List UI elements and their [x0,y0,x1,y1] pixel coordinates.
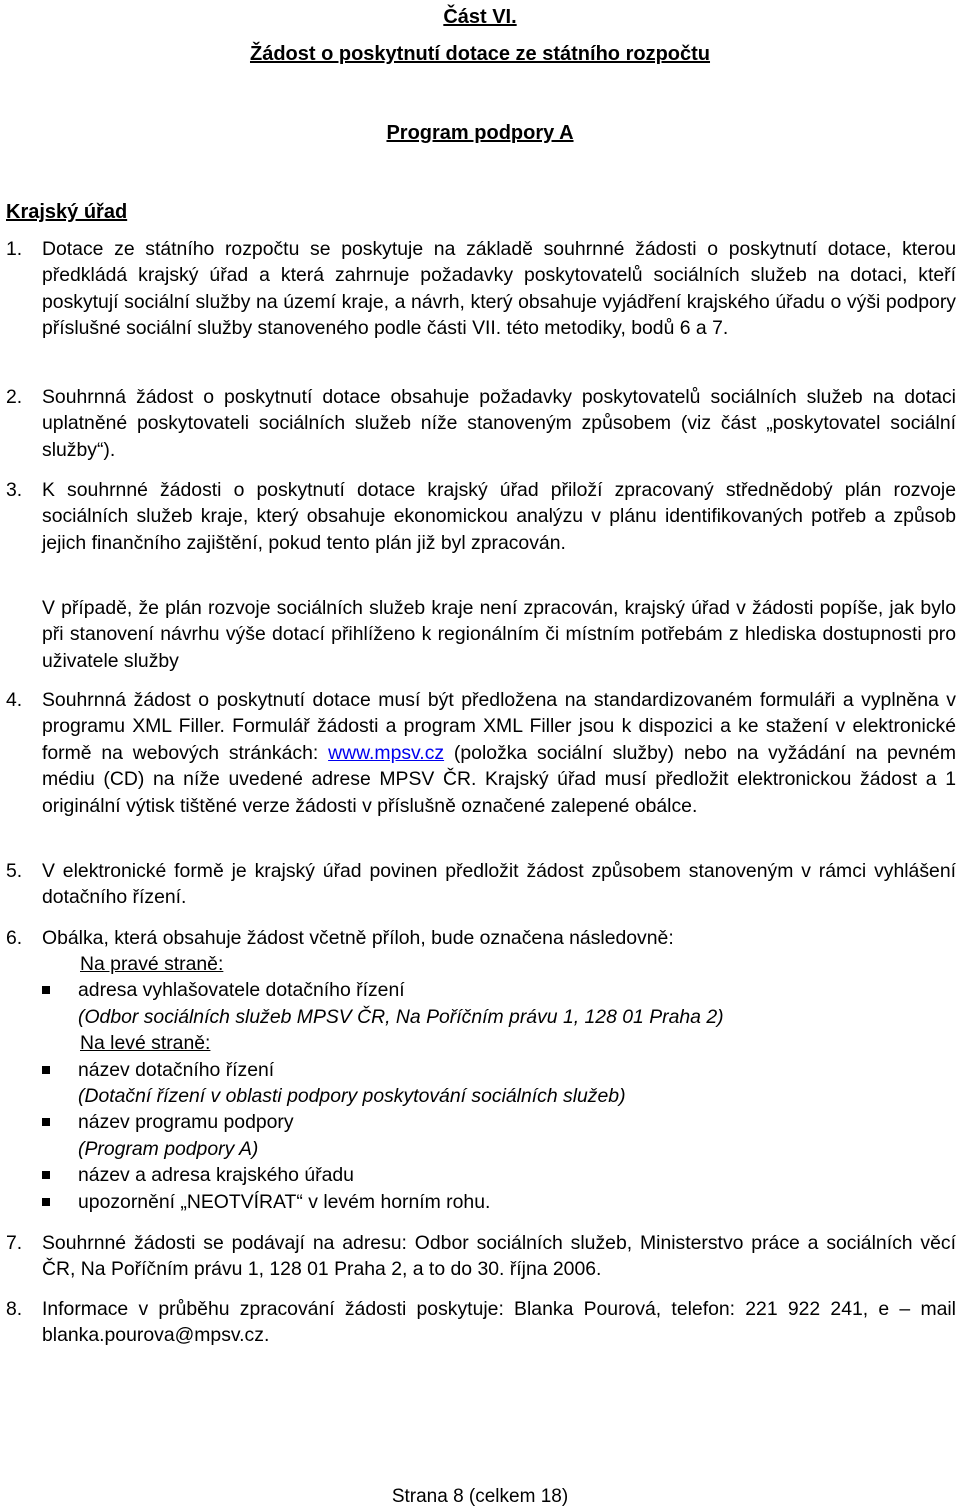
page-footer: Strana 8 (celkem 18) [391,1486,569,1507]
program-heading: Program podpory A [386,122,574,144]
item-number: 7. [6,1232,23,1254]
right-side-label: Na pravé straně: [80,953,224,975]
left-side-label: Na levé straně: [80,1032,211,1055]
item-text: Souhrnné žádosti se podávají na adresu: Odbor sociálních služeb, Ministerstvo práce a sociálních věcí ČR, Na Poříčním právu 1, 128 01 Praha 2, a to do 30. října 2006. [42,1232,956,1281]
square-bullet-icon [42,1171,50,1179]
item-3-note: V případě, že plán rozvoje sociálních služeb kraje není zpracován, krajský úřad v žádosti popíše, jak bylo při stanovení návrhu výše dotací přihlíženo k regionálním či místním potřebám z hlediska dostupnosti pro uživatele služby [42,597,956,672]
bullet-subtext: (Program podpory A) [78,1137,259,1160]
square-bullet-icon [42,1198,50,1206]
item-number: 4. [6,689,23,711]
item-text: K souhrnné žádosti o poskytnutí dotace krajský úřad přiloží zpracovaný střednědobý plán rozvoje sociálních služeb kraje, který obsahuje ekonomickou analýzu v plánu identifikovaných potřeb a způsob jejich finančního zajištění, pokud tento plán již byl zpracován. [42,479,956,554]
item-number: 1. [6,238,23,260]
bullet-text: název programu podpory [78,1111,294,1134]
item-text: Informace v průběhu zpracování žádosti poskytuje: Blanka Pourová, telefon: 221 922 241, e – mail blanka.pourova@mpsv.cz. [42,1298,956,1347]
envelope-markings [42,951,956,1215]
item-number: 2. [6,386,23,408]
item-text [42,687,956,819]
bullet-subtext: (Dotační řízení v oblasti podpory poskytování sociálních služeb) [78,1085,626,1108]
document-title: Žádost o poskytnutí dotace ze státního rozpočtu [249,43,711,65]
item-4-text-before: Souhrnná žádost o poskytnutí dotace musí být předložena na standardizovaném formuláři a vyplněna v programu XML Filler. Formulář žádosti a program XML Filler jsou k dispozici a ke stažení v elektronické formě na webových stránkách: [42,689,956,764]
bullet-item [42,977,960,1003]
item-number: 3. [6,479,23,501]
list-item-5 [6,858,956,911]
bullet-text: název a adresa krajského úřadu [78,1164,354,1187]
item-text: V elektronické formě je krajský úřad povinen předložit žádost způsobem stanoveným v rámci vyhlášení dotačního řízení. [42,860,956,909]
bullet-item [42,1189,956,1215]
list-item-2 [6,384,956,463]
list-item-8 [6,1296,956,1349]
item-number: 6. [6,927,23,949]
mpsv-website-link[interactable]: www.mpsv.cz [328,741,445,764]
item-text: Souhrnná žádost o poskytnutí dotace obsahuje požadavky poskytovatelů sociálních služeb na dotaci uplatněné poskytovateli sociálních služeb níže stanoveným způsobem (viz část „poskytovatel sociální služby“). [42,386,956,461]
bullet-subtext: (Odbor sociálních služeb MPSV ČR, Na Poříčním právu 1, 128 01 Praha 2) [78,1005,724,1028]
bullet-item [42,1057,956,1083]
list-item-1 [6,236,956,342]
list-item-6 [6,925,956,951]
bullet-text: název dotačního řízení [78,1058,275,1081]
square-bullet-icon [42,1066,50,1074]
item-text: Dotace ze státního rozpočtu se poskytuje na základě souhrnné žádosti o poskytnutí dotace, kterou předkládá krajský úřad a která zahrnuje požadavky poskytovatelů sociálních služeb na dotaci, kteří poskytují sociální služby na území kraje, a návrh, který obsahuje vyjádření krajského úřadu o výši podpory příslušné sociální služby stanoveného podle části VII. této metodiky, bodů 6 a 7. [42,238,956,340]
list-item-7 [6,1230,956,1283]
item-number: 5. [6,860,23,882]
item-text: Obálka, která obsahuje žádost včetně příloh, bude označena následovně: [42,927,674,949]
item-number: 8. [6,1298,23,1320]
item-4-text-after: (položka sociální služby) nebo na vyžádání na pevném médiu (CD) na níže uvedené adrese MPSV ČR. Krajský úřad musí předložit elektronickou žádost a 1 originální výtisk tištěné verze žádosti v příslušně označené zalepené obálce. [42,741,956,817]
square-bullet-icon [42,1118,50,1126]
list-item-4 [6,687,956,819]
square-bullet-icon [42,986,50,994]
bullet-text: upozornění „NEOTVÍRAT“ v levém horním rohu. [78,1190,491,1213]
bullet-text: adresa vyhlašovatele dotačního řízení [78,979,405,1002]
bullet-item [42,1109,956,1135]
section-heading: Krajský úřad [6,201,128,223]
list-item-3 [6,477,956,556]
bullet-item [42,1162,956,1188]
part-heading: Část VI. [443,6,517,28]
